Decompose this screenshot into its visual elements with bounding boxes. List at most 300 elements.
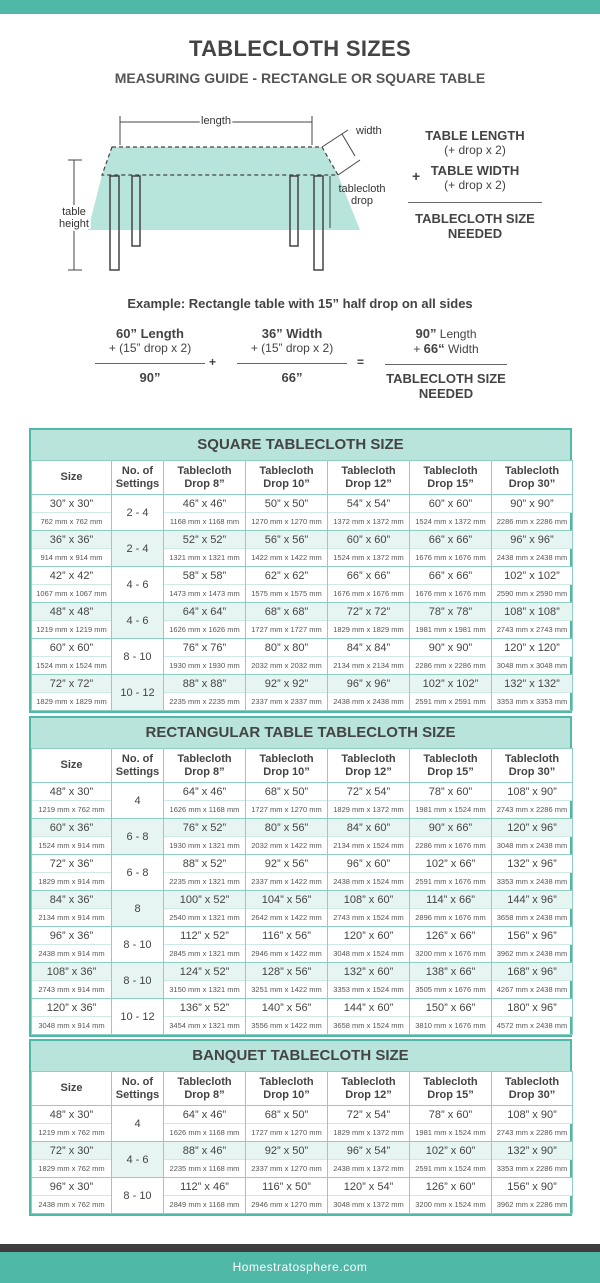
table-row bbox=[32, 675, 573, 711]
col-header-label: Tablecloth bbox=[259, 752, 314, 765]
table-row bbox=[32, 603, 573, 639]
example-width-drop: + (15” drop x 2) bbox=[250, 341, 334, 355]
drop-cell bbox=[492, 1142, 573, 1178]
drop-size-mm: 2591 mm x 2591 mm bbox=[415, 697, 486, 706]
drop-size-inches: 90” x 90” bbox=[492, 495, 572, 513]
col-header-d12 bbox=[328, 749, 410, 783]
example-plus: + bbox=[209, 355, 217, 369]
example-total-length: 90” Length bbox=[415, 326, 477, 341]
size-inches: 72” x 36” bbox=[32, 855, 111, 873]
header-row bbox=[32, 1072, 573, 1106]
square-table bbox=[29, 428, 572, 713]
drop-cell bbox=[492, 1178, 573, 1214]
size-inches: 48” x 48” bbox=[32, 603, 111, 621]
drop-size-inches: 78” x 78” bbox=[410, 603, 491, 621]
col-header-label: Tablecloth bbox=[504, 464, 560, 477]
drop-size-mm: 3150 mm x 1321 mm bbox=[169, 985, 240, 994]
banquet-table-grid bbox=[31, 1071, 573, 1214]
drop-size-inches: 64” x 64” bbox=[164, 603, 245, 621]
drop-size-inches: 120” x 120” bbox=[492, 639, 572, 657]
drop-size-inches: 124” x 52” bbox=[164, 963, 245, 981]
settings-cell: 4 bbox=[112, 1106, 164, 1142]
size-mm: 1219 mm x 1219 mm bbox=[36, 625, 107, 634]
col-header-d30 bbox=[492, 461, 573, 495]
drop-size-mm: 3454 mm x 1321 mm bbox=[169, 1021, 240, 1030]
drop-cell bbox=[410, 963, 492, 999]
drop-cell bbox=[328, 567, 410, 603]
drop-size-inches: 168” x 96” bbox=[492, 963, 572, 981]
size-inches: 48” x 30” bbox=[32, 1106, 111, 1124]
diagram-height-label-2: height bbox=[59, 218, 89, 230]
drop-size-mm: 2591 mm x 1676 mm bbox=[415, 877, 486, 886]
drop-size-mm: 1168 mm x 1168 mm bbox=[169, 517, 240, 526]
col-header-d12 bbox=[328, 461, 410, 495]
drop-cell bbox=[410, 891, 492, 927]
drop-size-mm: 2849 mm x 1168 mm bbox=[169, 1200, 240, 1209]
drop-cell bbox=[246, 891, 328, 927]
drop-size-inches: 80” x 56” bbox=[246, 819, 327, 837]
drop-cell bbox=[492, 639, 573, 675]
col-header-label: Tablecloth bbox=[341, 752, 396, 765]
rectangular-table-grid bbox=[31, 748, 573, 1035]
drop-cell bbox=[328, 999, 410, 1035]
drop-size-inches: 88” x 52” bbox=[164, 855, 245, 873]
col-header-d10 bbox=[246, 1072, 328, 1106]
drop-size-mm: 1321 mm x 1321 mm bbox=[169, 553, 240, 562]
drop-size-inches: 144” x 60” bbox=[328, 999, 409, 1017]
footer-site-link[interactable]: Homestratosphere.com bbox=[232, 1260, 368, 1274]
drop-cell bbox=[328, 639, 410, 675]
drop-size-inches: 60” x 60” bbox=[328, 531, 409, 549]
page-subtitle: MEASURING GUIDE - RECTANGLE OR SQUARE TABLE bbox=[114, 70, 486, 86]
size-cell bbox=[32, 999, 112, 1035]
drop-size-mm: 1727 mm x 1727 mm bbox=[251, 625, 322, 634]
square-table-title: SQUARE TABLECLOTH SIZE bbox=[31, 430, 570, 460]
drop-cell bbox=[328, 963, 410, 999]
drop-size-inches: 90” x 66” bbox=[410, 819, 491, 837]
drop-size-inches: 104” x 56” bbox=[246, 891, 327, 909]
drop-size-inches: 116” x 56” bbox=[246, 927, 327, 945]
footer-dark-bar bbox=[0, 1244, 600, 1252]
drop-cell bbox=[410, 639, 492, 675]
drop-size-inches: 66” x 66” bbox=[328, 567, 409, 585]
size-inches: 108” x 36” bbox=[32, 963, 111, 981]
settings-cell: 2 - 4 bbox=[112, 531, 164, 567]
drop-cell bbox=[164, 963, 246, 999]
size-mm: 1219 mm x 762 mm bbox=[38, 1128, 105, 1137]
drop-size-inches: 76” x 52” bbox=[164, 819, 245, 837]
formula-table-width: TABLE WIDTH bbox=[430, 163, 520, 178]
drop-size-inches: 132” x 90” bbox=[492, 1142, 572, 1160]
formula-table-length: TABLE LENGTH bbox=[425, 128, 525, 143]
drop-cell bbox=[410, 999, 492, 1035]
drop-size-inches: 76” x 76” bbox=[164, 639, 245, 657]
drop-cell bbox=[492, 495, 573, 531]
col-header-drop: Drop 10” bbox=[263, 1088, 310, 1101]
example-length-result: 90” bbox=[139, 370, 161, 385]
banquet-table bbox=[29, 1039, 572, 1216]
settings-cell: 8 - 10 bbox=[112, 927, 164, 963]
drop-size-mm: 2590 mm x 2590 mm bbox=[496, 589, 568, 598]
col-header-drop: Drop 8” bbox=[184, 765, 225, 778]
drop-size-inches: 84” x 60” bbox=[328, 819, 409, 837]
settings-cell: 6 - 8 bbox=[112, 819, 164, 855]
drop-size-inches: 102” x 66” bbox=[410, 855, 491, 873]
drop-cell bbox=[492, 675, 573, 711]
drop-cell bbox=[246, 783, 328, 819]
drop-size-mm: 3658 mm x 1524 mm bbox=[333, 1021, 404, 1030]
col-header-d10 bbox=[246, 461, 328, 495]
table-row bbox=[32, 927, 573, 963]
drop-size-inches: 116” x 50” bbox=[246, 1178, 327, 1196]
drop-size-mm: 1524 mm x 1372 mm bbox=[333, 553, 404, 562]
size-cell bbox=[32, 855, 112, 891]
table-row bbox=[32, 1178, 573, 1214]
drop-size-mm: 1930 mm x 1321 mm bbox=[169, 841, 240, 850]
drop-cell bbox=[246, 999, 328, 1035]
drop-size-inches: 100” x 52” bbox=[164, 891, 245, 909]
drop-size-inches: 140” x 56” bbox=[246, 999, 327, 1017]
drop-size-inches: 96” x 60” bbox=[328, 855, 409, 873]
drop-size-mm: 1676 mm x 1676 mm bbox=[333, 589, 404, 598]
col-header-drop: Drop 30” bbox=[508, 1088, 556, 1101]
drop-size-inches: 46” x 46” bbox=[164, 495, 245, 513]
drop-cell bbox=[246, 927, 328, 963]
drop-size-mm: 1930 mm x 1930 mm bbox=[169, 661, 240, 670]
drop-size-inches: 132” x 96” bbox=[492, 855, 572, 873]
example-length: 60” Length bbox=[116, 326, 184, 341]
drop-size-inches: 92” x 56” bbox=[246, 855, 327, 873]
col-header-drop: Drop 30” bbox=[508, 765, 556, 778]
drop-size-inches: 66” x 66” bbox=[410, 567, 491, 585]
drop-size-mm: 1727 mm x 1270 mm bbox=[251, 1128, 322, 1137]
table-row bbox=[32, 855, 573, 891]
col-header-d12 bbox=[328, 1072, 410, 1106]
drop-cell bbox=[246, 495, 328, 531]
settings-cell: 10 - 12 bbox=[112, 999, 164, 1035]
drop-cell bbox=[164, 675, 246, 711]
table-row bbox=[32, 1106, 573, 1142]
drop-size-mm: 3810 mm x 1676 mm bbox=[415, 1021, 486, 1030]
size-mm: 2438 mm x 914 mm bbox=[38, 949, 105, 958]
header-row bbox=[32, 749, 573, 783]
drop-size-mm: 3353 mm x 3353 mm bbox=[496, 697, 568, 706]
drop-size-mm: 2743 mm x 2743 mm bbox=[496, 625, 568, 634]
drop-size-mm: 3251 mm x 1422 mm bbox=[251, 985, 322, 994]
drop-size-inches: 66” x 66” bbox=[410, 531, 491, 549]
col-header-d8 bbox=[164, 461, 246, 495]
drop-cell bbox=[328, 819, 410, 855]
size-cell bbox=[32, 603, 112, 639]
drop-size-inches: 96” x 54” bbox=[328, 1142, 409, 1160]
drop-cell bbox=[410, 1142, 492, 1178]
settings-cell: 8 bbox=[112, 891, 164, 927]
col-header-drop: Drop 15” bbox=[427, 765, 474, 778]
drop-cell bbox=[410, 819, 492, 855]
drop-size-mm: 2286 mm x 1676 mm bbox=[415, 841, 486, 850]
drop-cell bbox=[164, 927, 246, 963]
drop-cell bbox=[164, 603, 246, 639]
drop-size-inches: 88” x 88” bbox=[164, 675, 245, 693]
drop-size-inches: 50” x 50” bbox=[246, 495, 327, 513]
col-header-d10 bbox=[246, 749, 328, 783]
table-row bbox=[32, 567, 573, 603]
drop-cell bbox=[246, 603, 328, 639]
drop-size-inches: 180” x 96” bbox=[492, 999, 572, 1017]
drop-cell bbox=[164, 891, 246, 927]
drop-size-mm: 3200 mm x 1676 mm bbox=[415, 949, 486, 958]
col-header-label: Tablecloth bbox=[504, 752, 560, 765]
drop-size-mm: 1575 mm x 1575 mm bbox=[251, 589, 322, 598]
example-total-width: + 66“ Width bbox=[413, 341, 479, 356]
drop-cell bbox=[246, 675, 328, 711]
drop-size-mm: 2337 mm x 1422 mm bbox=[251, 877, 322, 886]
footer bbox=[0, 1244, 600, 1283]
drop-size-mm: 3962 mm x 2286 mm bbox=[496, 1200, 568, 1209]
col-header-d30 bbox=[492, 749, 573, 783]
drop-cell bbox=[492, 603, 573, 639]
drop-size-mm: 3048 mm x 1524 mm bbox=[333, 949, 404, 958]
drop-size-mm: 2896 mm x 1676 mm bbox=[415, 913, 486, 922]
drop-size-mm: 1422 mm x 1422 mm bbox=[251, 553, 322, 562]
col-header-drop: Drop 10” bbox=[263, 477, 310, 490]
col-header-drop: Drop 12” bbox=[345, 477, 392, 490]
drop-size-mm: 2438 mm x 1372 mm bbox=[333, 1164, 404, 1173]
col-header-settings bbox=[112, 1072, 164, 1106]
formula-result-1: TABLECLOTH SIZE bbox=[415, 211, 535, 226]
rectangular-table-title: RECTANGULAR TABLE TABLECLOTH SIZE bbox=[31, 718, 570, 748]
example-length-block bbox=[95, 326, 205, 385]
formula-drop-2: (+ drop x 2) bbox=[444, 178, 506, 192]
drop-cell bbox=[164, 567, 246, 603]
drop-cell bbox=[164, 531, 246, 567]
example-result-block bbox=[385, 326, 507, 401]
col-header-settings-line2: Settings bbox=[115, 1088, 160, 1101]
drop-size-inches: 64” x 46” bbox=[164, 783, 245, 801]
settings-cell: 4 - 6 bbox=[112, 1142, 164, 1178]
size-inches: 60” x 60” bbox=[32, 639, 111, 657]
settings-cell: 6 - 8 bbox=[112, 855, 164, 891]
drop-cell bbox=[164, 495, 246, 531]
diagram-width-label: width bbox=[356, 125, 382, 137]
size-mm: 2134 mm x 914 mm bbox=[38, 913, 105, 922]
col-header-drop: Drop 12” bbox=[345, 765, 392, 778]
size-cell bbox=[32, 675, 112, 711]
size-mm: 2743 mm x 914 mm bbox=[38, 985, 105, 994]
size-inches: 96” x 36” bbox=[32, 927, 111, 945]
size-mm: 3048 mm x 914 mm bbox=[38, 1021, 105, 1030]
drop-size-mm: 3048 mm x 1372 mm bbox=[333, 1200, 404, 1209]
settings-cell: 8 - 10 bbox=[112, 1178, 164, 1214]
drop-size-mm: 3353 mm x 2286 mm bbox=[496, 1164, 568, 1173]
size-cell bbox=[32, 567, 112, 603]
drop-cell bbox=[492, 1106, 573, 1142]
settings-cell: 8 - 10 bbox=[112, 639, 164, 675]
col-header-d15 bbox=[410, 461, 492, 495]
drop-cell bbox=[164, 855, 246, 891]
drop-size-inches: 56” x 56” bbox=[246, 531, 327, 549]
drop-size-mm: 1676 mm x 1676 mm bbox=[415, 553, 486, 562]
size-mm: 1067 mm x 1067 mm bbox=[36, 589, 107, 598]
drop-size-inches: 108” x 108” bbox=[492, 603, 572, 621]
drop-size-mm: 1829 mm x 1829 mm bbox=[333, 625, 404, 634]
drop-cell bbox=[328, 927, 410, 963]
drop-size-mm: 2134 mm x 2134 mm bbox=[333, 661, 404, 670]
drop-cell bbox=[328, 1142, 410, 1178]
formula-box bbox=[400, 128, 550, 241]
drop-size-mm: 2286 mm x 2286 mm bbox=[415, 661, 486, 670]
page-title: TABLECLOTH SIZES bbox=[189, 36, 411, 61]
drop-size-mm: 3556 mm x 1422 mm bbox=[251, 1021, 322, 1030]
col-header-drop: Drop 8” bbox=[184, 1088, 225, 1101]
size-mm: 1829 mm x 1829 mm bbox=[36, 697, 107, 706]
drop-size-mm: 2946 mm x 1270 mm bbox=[251, 1200, 322, 1209]
drop-size-inches: 78” x 60” bbox=[410, 783, 491, 801]
drop-cell bbox=[246, 1106, 328, 1142]
drop-cell bbox=[328, 783, 410, 819]
drop-cell bbox=[164, 999, 246, 1035]
drop-size-inches: 68” x 50” bbox=[246, 1106, 327, 1124]
drop-size-mm: 2743 mm x 2286 mm bbox=[496, 1128, 568, 1137]
drop-size-mm: 2845 mm x 1321 mm bbox=[169, 949, 240, 958]
drop-size-mm: 2438 mm x 2438 mm bbox=[496, 553, 568, 562]
top-accent-bar bbox=[0, 0, 600, 14]
drop-size-inches: 58” x 58” bbox=[164, 567, 245, 585]
col-header-d15 bbox=[410, 1072, 492, 1106]
drop-size-inches: 120” x 60” bbox=[328, 927, 409, 945]
col-header-label: Tablecloth bbox=[177, 464, 232, 477]
formula-plus: + bbox=[412, 168, 421, 184]
drop-cell bbox=[328, 1178, 410, 1214]
drop-size-mm: 2235 mm x 1321 mm bbox=[169, 877, 240, 886]
size-mm: 914 mm x 914 mm bbox=[40, 553, 103, 562]
drop-size-mm: 3048 mm x 3048 mm bbox=[496, 661, 568, 670]
drop-cell bbox=[246, 1142, 328, 1178]
drop-size-mm: 2235 mm x 1168 mm bbox=[169, 1164, 240, 1173]
example-width: 36” Width bbox=[261, 326, 323, 341]
table-row bbox=[32, 531, 573, 567]
drop-size-inches: 112” x 52” bbox=[164, 927, 245, 945]
settings-cell: 2 - 4 bbox=[112, 495, 164, 531]
drop-size-mm: 2235 mm x 2235 mm bbox=[169, 697, 240, 706]
drop-cell bbox=[164, 1106, 246, 1142]
col-header-settings bbox=[112, 461, 164, 495]
drop-cell bbox=[492, 567, 573, 603]
drop-size-inches: 108” x 90” bbox=[492, 1106, 572, 1124]
size-inches: 72” x 72” bbox=[32, 675, 111, 693]
col-header-label: Tablecloth bbox=[177, 752, 232, 765]
drop-size-inches: 120” x 54” bbox=[328, 1178, 409, 1196]
drop-size-mm: 1981 mm x 1524 mm bbox=[415, 805, 486, 814]
drop-cell bbox=[492, 855, 573, 891]
drop-size-mm: 3048 mm x 2438 mm bbox=[496, 841, 568, 850]
col-header-size: Size bbox=[32, 461, 112, 495]
col-header-label: Tablecloth bbox=[177, 1075, 232, 1088]
drop-cell bbox=[328, 675, 410, 711]
drop-size-inches: 138” x 66” bbox=[410, 963, 491, 981]
col-header-settings-line2: Settings bbox=[115, 477, 160, 490]
example-result-2: NEEDED bbox=[418, 386, 474, 401]
table-row bbox=[32, 783, 573, 819]
drop-size-mm: 2134 mm x 1524 mm bbox=[333, 841, 404, 850]
drop-size-mm: 3658 mm x 2438 mm bbox=[496, 913, 568, 922]
size-mm: 1524 mm x 1524 mm bbox=[36, 661, 107, 670]
example-result-1: TABLECLOTH SIZE bbox=[386, 371, 506, 386]
drop-size-inches: 136” x 52” bbox=[164, 999, 245, 1017]
drop-size-inches: 102” x 102” bbox=[492, 567, 572, 585]
table-row bbox=[32, 963, 573, 999]
drop-size-mm: 2540 mm x 1321 mm bbox=[169, 913, 240, 922]
drop-cell bbox=[246, 639, 328, 675]
size-inches: 60” x 36” bbox=[32, 819, 111, 837]
drop-size-inches: 126” x 60” bbox=[410, 1178, 491, 1196]
col-header-label: Tablecloth bbox=[259, 464, 314, 477]
drop-cell bbox=[410, 927, 492, 963]
drop-size-mm: 1372 mm x 1372 mm bbox=[333, 517, 404, 526]
drop-size-inches: 90” x 90” bbox=[410, 639, 491, 657]
size-cell bbox=[32, 963, 112, 999]
table-row bbox=[32, 891, 573, 927]
drop-size-inches: 128” x 56” bbox=[246, 963, 327, 981]
drop-size-mm: 1676 mm x 1676 mm bbox=[415, 589, 486, 598]
drop-cell bbox=[492, 999, 573, 1035]
diagram-drop-label-1: tablecloth bbox=[338, 183, 386, 195]
drop-size-mm: 2032 mm x 2032 mm bbox=[251, 661, 322, 670]
drop-size-inches: 72” x 54” bbox=[328, 783, 409, 801]
size-inches: 96” x 30” bbox=[32, 1178, 111, 1196]
drop-size-inches: 62” x 62” bbox=[246, 567, 327, 585]
drop-size-inches: 96” x 96” bbox=[328, 675, 409, 693]
size-inches: 42” x 42” bbox=[32, 567, 111, 585]
drop-cell bbox=[164, 1178, 246, 1214]
drop-size-mm: 1829 mm x 1372 mm bbox=[333, 1128, 404, 1137]
drop-size-inches: 156” x 96” bbox=[492, 927, 572, 945]
drop-size-mm: 2032 mm x 1422 mm bbox=[251, 841, 322, 850]
col-header-label: Tablecloth bbox=[423, 464, 478, 477]
size-mm: 1219 mm x 762 mm bbox=[38, 805, 105, 814]
col-header-settings-line1: No. of bbox=[121, 464, 154, 477]
drop-size-inches: 144” x 96” bbox=[492, 891, 572, 909]
drop-size-inches: 84” x 84” bbox=[328, 639, 409, 657]
drop-cell bbox=[492, 819, 573, 855]
drop-size-inches: 80” x 80” bbox=[246, 639, 327, 657]
settings-cell: 4 - 6 bbox=[112, 567, 164, 603]
col-header-label: Tablecloth bbox=[423, 752, 478, 765]
drop-size-inches: 92” x 92” bbox=[246, 675, 327, 693]
size-cell bbox=[32, 495, 112, 531]
drop-size-inches: 88” x 46” bbox=[164, 1142, 245, 1160]
drop-size-mm: 3353 mm x 1524 mm bbox=[333, 985, 404, 994]
banquet-table-title: BANQUET TABLECLOTH SIZE bbox=[31, 1041, 570, 1071]
col-header-settings-line2: Settings bbox=[115, 765, 160, 778]
drop-cell bbox=[492, 963, 573, 999]
drop-size-inches: 150” x 66” bbox=[410, 999, 491, 1017]
drop-size-mm: 2438 mm x 1524 mm bbox=[333, 877, 404, 886]
drop-size-mm: 3353 mm x 2438 mm bbox=[496, 877, 568, 886]
size-mm: 2438 mm x 762 mm bbox=[38, 1200, 105, 1209]
drop-size-inches: 126” x 66” bbox=[410, 927, 491, 945]
drop-cell bbox=[410, 531, 492, 567]
drop-size-inches: 156” x 90” bbox=[492, 1178, 572, 1196]
drop-cell bbox=[164, 819, 246, 855]
table-row bbox=[32, 819, 573, 855]
size-mm: 1524 mm x 914 mm bbox=[38, 841, 105, 850]
drop-cell bbox=[492, 927, 573, 963]
diagram-drop-label-2: drop bbox=[350, 195, 374, 207]
drop-cell bbox=[328, 1106, 410, 1142]
drop-size-mm: 1626 mm x 1626 mm bbox=[169, 625, 240, 634]
drop-cell bbox=[246, 567, 328, 603]
